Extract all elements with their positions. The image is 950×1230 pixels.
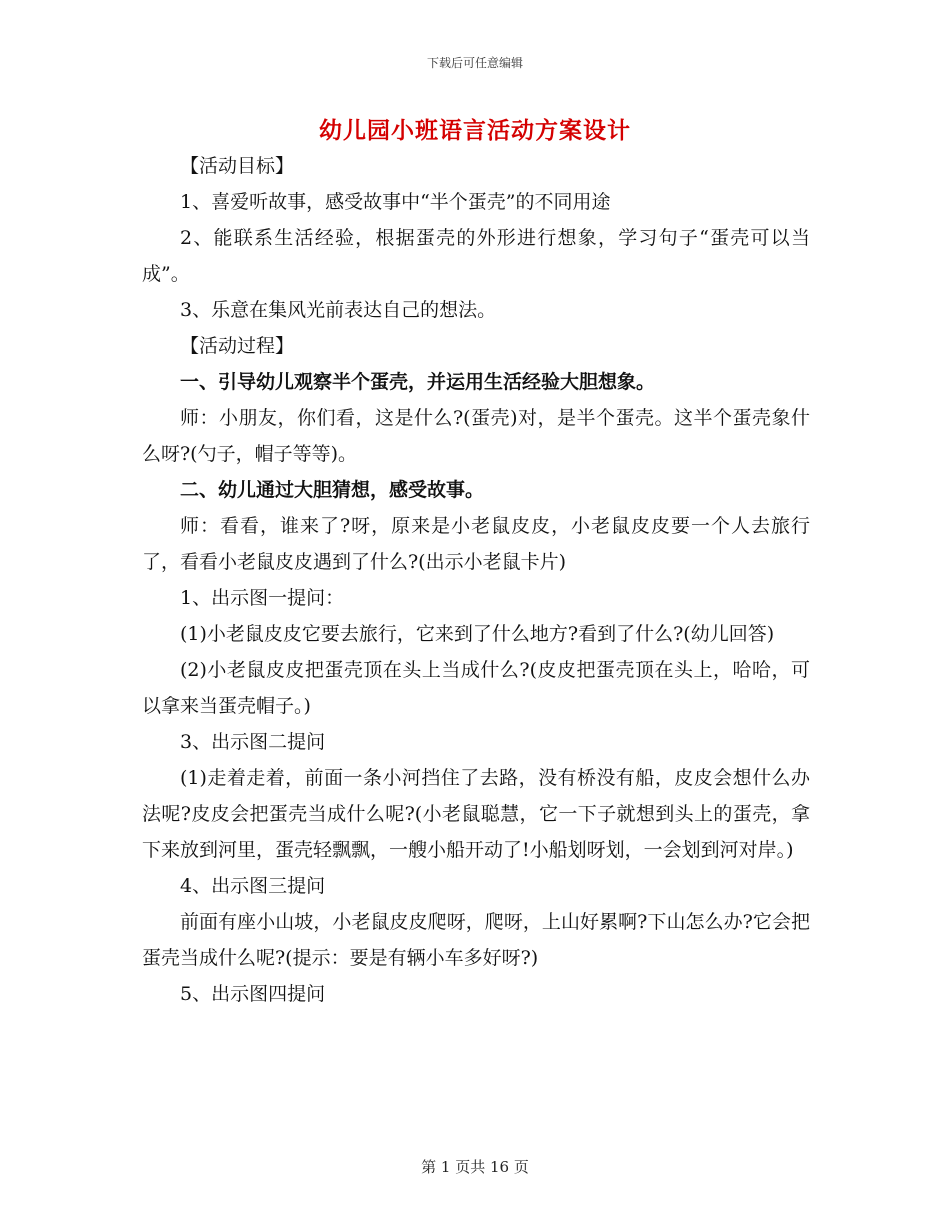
document-title: 幼儿园小班语言活动方案设计	[319, 117, 631, 144]
paragraph: (1)小老鼠皮皮它要去旅行，它来到了什么地方?看到了什么?(幼儿回答)	[180, 623, 775, 645]
section-heading-goals: 【活动目标】	[180, 155, 295, 177]
paragraph: (2)小老鼠皮皮把蛋壳顶在头上当成什么?(皮皮把蛋壳顶在头上，哈哈，可以拿来当蛋壳帽子。)	[142, 659, 810, 717]
paragraph: 师：看看，谁来了?呀，原来是小老鼠皮皮，小老鼠皮皮要一个人去旅行了，看看小老鼠皮皮遇到了什么?(出示小老鼠卡片)	[142, 515, 810, 573]
section-heading-process: 【活动过程】	[180, 335, 295, 357]
paragraph: (1)走着走着，前面一条小河挡住了去路，没有桥没有船，皮皮会想什么办法呢?皮皮会把蛋壳当成什么呢?(小老鼠聪慧，它一下子就想到头上的蛋壳，拿下来放到河里，蛋壳轻飘飘，一艘小船开动了!小船划呀划，一会划到河对岸。)	[142, 767, 810, 861]
paragraph: 前面有座小山坡，小老鼠皮皮爬呀，爬呀，上山好累啊?下山怎么办?它会把蛋壳当成什么呢?(提示：要是有辆小车多好呀?)	[142, 911, 810, 969]
paragraph: 3、出示图二提问	[180, 731, 326, 753]
process-step-1-heading: 一、引导幼儿观察半个蛋壳，并运用生活经验大胆想象。	[180, 371, 656, 393]
process-step-2-heading: 二、幼儿通过大胆猜想，感受故事。	[180, 479, 485, 501]
header-note: 下载后可任意编辑	[426, 56, 523, 70]
goal-item-2: 2、能联系生活经验，根据蛋壳的外形进行想象，学习句子“蛋壳可以当成”。	[142, 227, 810, 285]
paragraph: 1、出示图一提问：	[180, 587, 345, 609]
goal-item-3: 3、乐意在集风光前表达自己的想法。	[180, 299, 497, 321]
document-body	[142, 148, 810, 1012]
paragraph: 4、出示图三提问	[180, 875, 326, 897]
page-number: 第 1 页共 16 页	[421, 1158, 529, 1176]
goal-item-1: 1、喜爱听故事，感受故事中“半个蛋壳”的不同用途	[180, 191, 611, 213]
paragraph: 师：小朋友，你们看，这是什么?(蛋壳)对，是半个蛋壳。这半个蛋壳象什么呀?(勺子，帽子等等)。	[142, 407, 810, 465]
paragraph: 5、出示图四提问	[180, 983, 326, 1005]
